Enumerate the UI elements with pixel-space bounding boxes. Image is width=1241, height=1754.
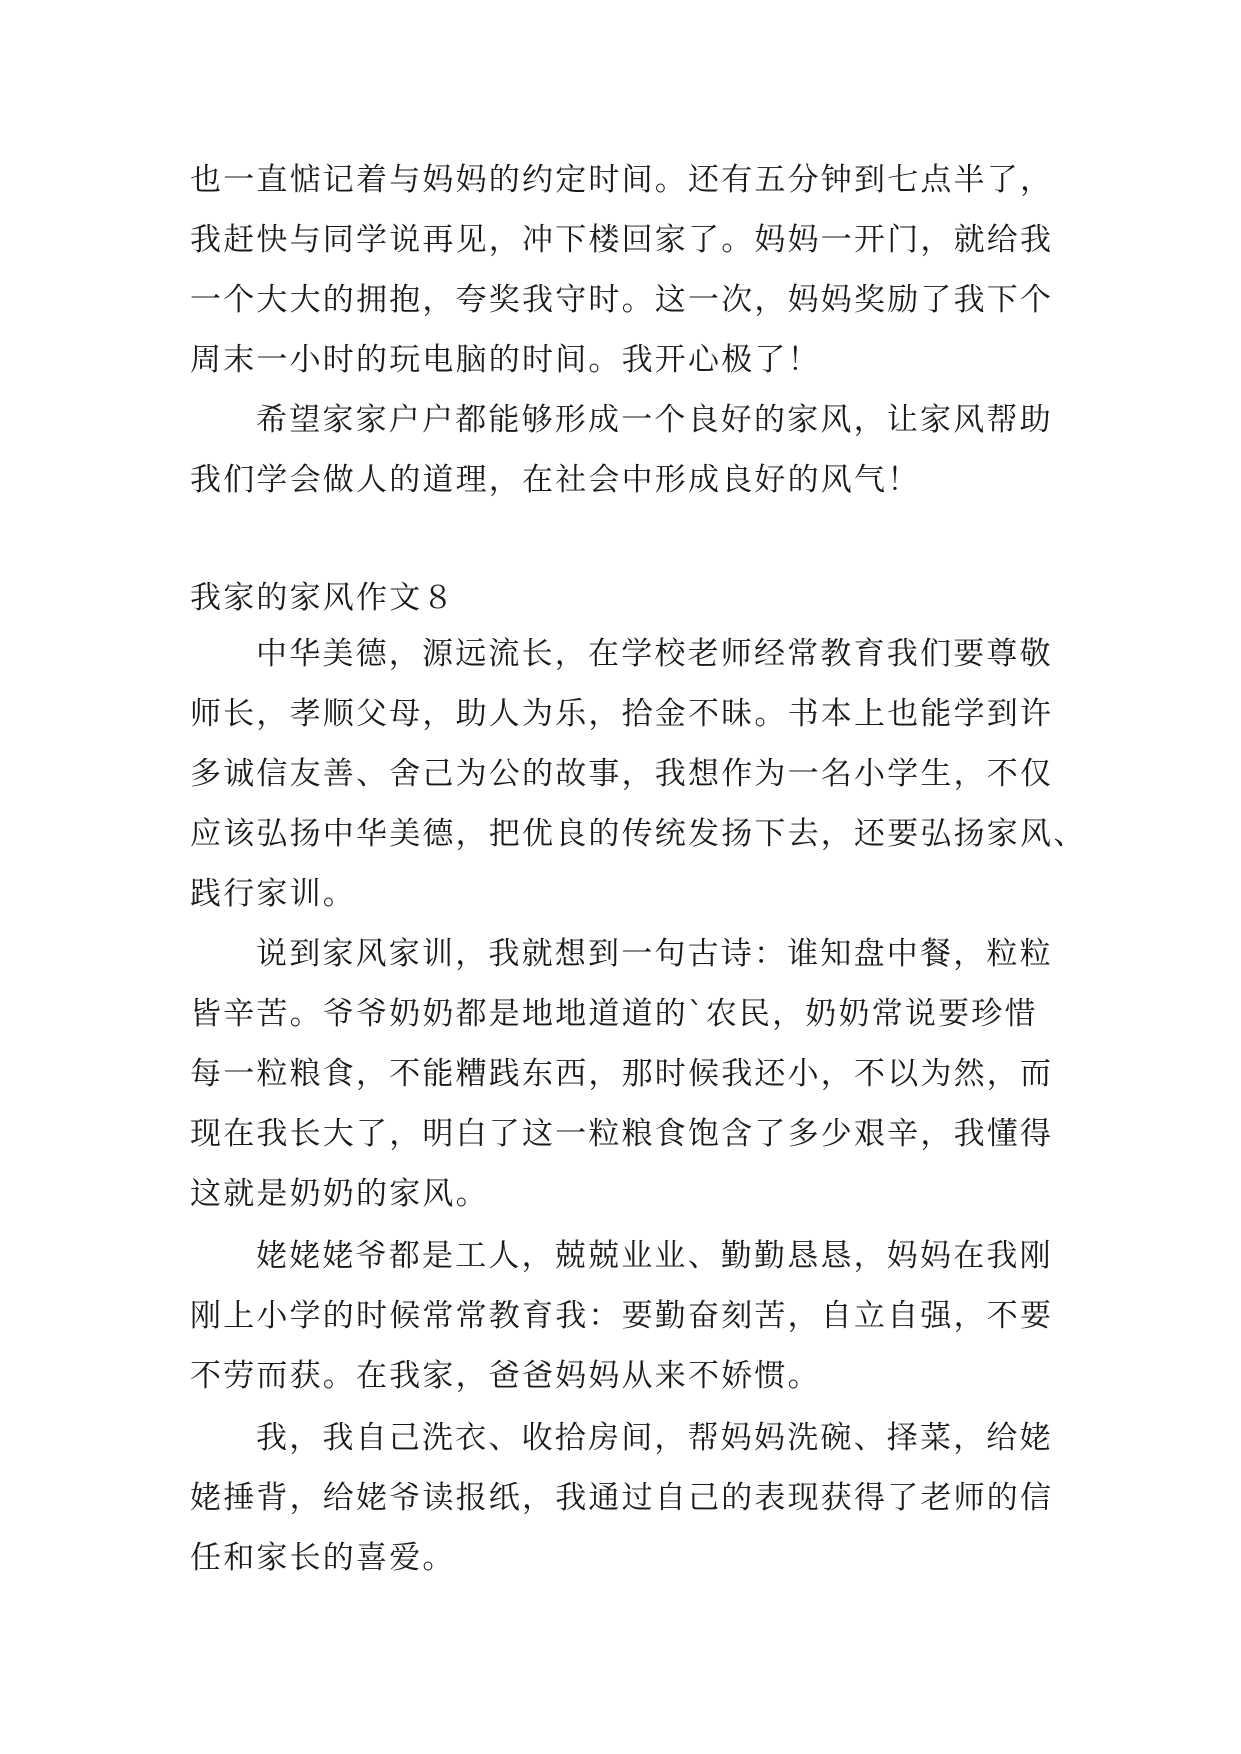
text-line: 每一粒粮食，不能糟践东西，那时候我还小，不以为然，而 [190, 1056, 1054, 1092]
text-line: 我赶快与同学说再见，冲下楼回家了。妈妈一开门，就给我 [190, 222, 1054, 258]
document-page [190, 0, 1087, 1754]
text-line: 师长，孝顺父母，助人为乐，拾金不昧。书本上也能学到许 [190, 696, 1054, 732]
text-line: 也一直惦记着与妈妈的约定时间。还有五分钟到七点半了， [190, 162, 1054, 198]
text-line: 多诚信友善、舍己为公的故事，我想作为一名小学生，不仅 [190, 756, 1054, 792]
text-line: 皆辛苦。爷爷奶奶都是地地道道的`农民，奶奶常说要珍惜 [190, 996, 1038, 1032]
text-line: 姥姥姥爷都是工人，兢兢业业、勤勤恳恳，妈妈在我刚 [256, 1238, 1053, 1274]
text-line: 刚上小学的时候常常教育我：要勤奋刻苦，自立自强，不要 [190, 1298, 1054, 1334]
text-line: 践行家训。 [190, 876, 356, 912]
text-line: 希望家家户户都能够形成一个良好的家风，让家风帮助 [256, 402, 1053, 438]
text-line: 不劳而获。在我家，爸爸妈妈从来不娇惯。 [190, 1358, 821, 1394]
text-line: 中华美德，源远流长，在学校老师经常教育我们要尊敬 [256, 636, 1053, 672]
text-line: 任和家长的喜爱。 [190, 1540, 456, 1576]
essay-title: 我家的家风作文８ [190, 580, 456, 616]
text-line: 这就是奶奶的家风。 [190, 1176, 489, 1212]
text-line: 现在我长大了，明白了这一粒粮食饱含了多少艰辛，我懂得 [190, 1116, 1054, 1152]
text-line: 周末一小时的玩电脑的时间。我开心极了！ [190, 342, 821, 378]
text-line: 说到家风家训，我就想到一句古诗：谁知盘中餐，粒粒 [256, 936, 1053, 972]
text-line: 姥捶背，给姥爷读报纸，我通过自己的表现获得了老师的信 [190, 1480, 1054, 1516]
text-line: 我，我自己洗衣、收拾房间，帮妈妈洗碗、择菜，给姥 [256, 1420, 1053, 1456]
text-line: 应该弘扬中华美德，把优良的传统发扬下去，还要弘扬家风、 [190, 816, 1087, 852]
text-line: 我们学会做人的道理，在社会中形成良好的风气！ [190, 462, 921, 498]
text-line: 一个大大的拥抱，夸奖我守时。这一次，妈妈奖励了我下个 [190, 282, 1054, 318]
